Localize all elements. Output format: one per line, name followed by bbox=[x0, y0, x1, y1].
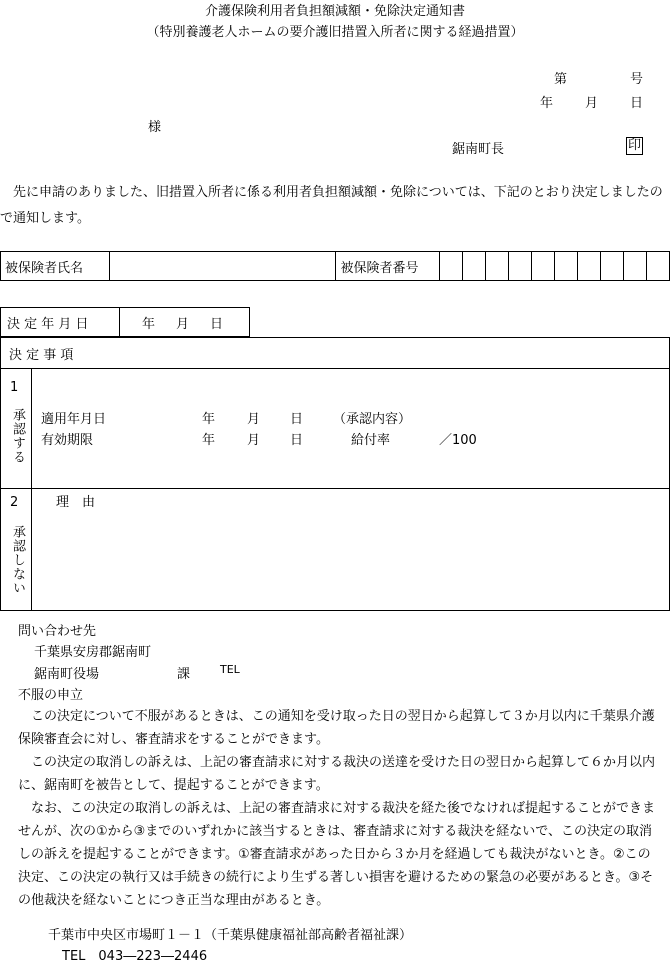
appeal-office-tel: TEL 043―223―2446 bbox=[62, 949, 208, 964]
insured-number-digit[interactable] bbox=[554, 252, 577, 281]
insured-number-digit[interactable] bbox=[462, 252, 485, 281]
approve-num: 1 bbox=[10, 380, 19, 395]
insured-number-digit[interactable] bbox=[577, 252, 600, 281]
appeal-paragraph-1: この決定について不服があるときは、この通知を受け取った日の翌日から起算して３か月以内に千葉県介護保険審査会に対し、審査請求をすることができます。 bbox=[18, 709, 655, 747]
insured-name-field[interactable] bbox=[110, 252, 336, 281]
appeal-office-address: 千葉市中央区市場町１－１（千葉県健康福祉部高齢者福祉課） bbox=[48, 928, 413, 943]
number-prefix: 第 bbox=[554, 72, 568, 87]
document-title: 介護保険利用者負担額減額・免除決定通知書 bbox=[204, 4, 465, 19]
contact-office: 鋸南町役場 bbox=[34, 667, 100, 682]
document-subtitle: （特別養護老人ホームの要介護旧措置入所者に関する経過措置） bbox=[146, 25, 524, 40]
contact-heading: 問い合わせ先 bbox=[18, 624, 97, 639]
reason-label: 理 由 bbox=[56, 495, 96, 510]
apply-date-label: 適用年月日 bbox=[41, 412, 107, 427]
intro-text: 先に申請のありました、旧措置入所者に係る利用者負担額減額・免除については、下記のとおり決定しましたので通知します。 bbox=[0, 185, 663, 226]
seal-mark: 印 bbox=[628, 138, 642, 153]
date-day: 日 bbox=[630, 96, 644, 111]
deny-label-column bbox=[1, 489, 32, 610]
valid-period-month: 月 bbox=[247, 433, 261, 448]
decision-date-label: 決 定 年 月 日 bbox=[1, 308, 120, 337]
contact-tel-label: TEL bbox=[220, 663, 240, 676]
date-month: 月 bbox=[585, 96, 599, 111]
contact-address: 千葉県安房郡鋸南町 bbox=[34, 645, 152, 660]
insured-name-label: 被保険者氏名 bbox=[1, 252, 110, 281]
deny-label: 承認しない bbox=[10, 525, 25, 595]
insured-number-digit[interactable] bbox=[623, 252, 646, 281]
decision-date-table bbox=[0, 307, 250, 337]
valid-period-label: 有効期限 bbox=[41, 433, 94, 448]
decision-date-value[interactable]: 年 月 日 bbox=[120, 308, 250, 337]
appeal-heading: 不服の申立 bbox=[18, 688, 84, 703]
number-suffix: 号 bbox=[630, 72, 644, 87]
deny-section bbox=[0, 489, 670, 611]
insured-number-digit[interactable] bbox=[508, 252, 531, 281]
insured-number-digit[interactable] bbox=[485, 252, 508, 281]
insured-number-label: 被保険者番号 bbox=[336, 252, 439, 281]
benefit-rate-value: ／100 bbox=[439, 433, 477, 448]
apply-date-year: 年 bbox=[202, 412, 216, 427]
insured-number-digit[interactable] bbox=[600, 252, 623, 281]
issuer-name: 鋸南町長 bbox=[452, 142, 505, 157]
appeal-paragraph-3: なお、この決定の取消しの訴えは、上記の審査請求に対する裁決を経た後でなければ提起することができませんが、次の①から③までのいずれかに該当するときは、審査請求に対する裁決を経ないで、この決定の取消しの訴えを提起することができます。①審査請求があった日から３か月を経過しても裁決がないとき。②この決定、この決定の執行又は手続きの続行により生ずる著しい損害を避けるための緊急の必要があるとき。③その他裁決を経ないことにつき正当な理由があるとき。 bbox=[18, 801, 656, 908]
approve-label-column bbox=[1, 368, 32, 488]
valid-period-day: 日 bbox=[290, 433, 304, 448]
insured-number-digit[interactable] bbox=[439, 252, 462, 281]
insured-table bbox=[0, 251, 670, 281]
date-year: 年 bbox=[540, 96, 554, 111]
insured-number-digit[interactable] bbox=[531, 252, 554, 281]
decision-items-label: 決 定 事 項 bbox=[9, 348, 74, 363]
deny-num: 2 bbox=[10, 495, 19, 510]
apply-date-day: 日 bbox=[290, 412, 304, 427]
valid-period-year: 年 bbox=[202, 433, 216, 448]
approve-section bbox=[0, 368, 670, 489]
apply-date-month: 月 bbox=[247, 412, 261, 427]
benefit-rate-label: 給付率 bbox=[351, 433, 391, 448]
contact-section: 課 bbox=[177, 667, 191, 682]
decision-items-header bbox=[0, 337, 670, 369]
approve-label: 承認する bbox=[10, 408, 25, 464]
appeal-paragraph-2: この決定の取消しの訴えは、上記の審査請求に対する裁決の送達を受けた日の翌日から起算して６か月以内に、鋸南町を被告として、提起することができます。 bbox=[18, 755, 656, 793]
recipient-suffix: 様 bbox=[148, 120, 162, 135]
insured-number-digit[interactable] bbox=[646, 252, 669, 281]
approval-content-label: （承認内容） bbox=[333, 412, 412, 427]
